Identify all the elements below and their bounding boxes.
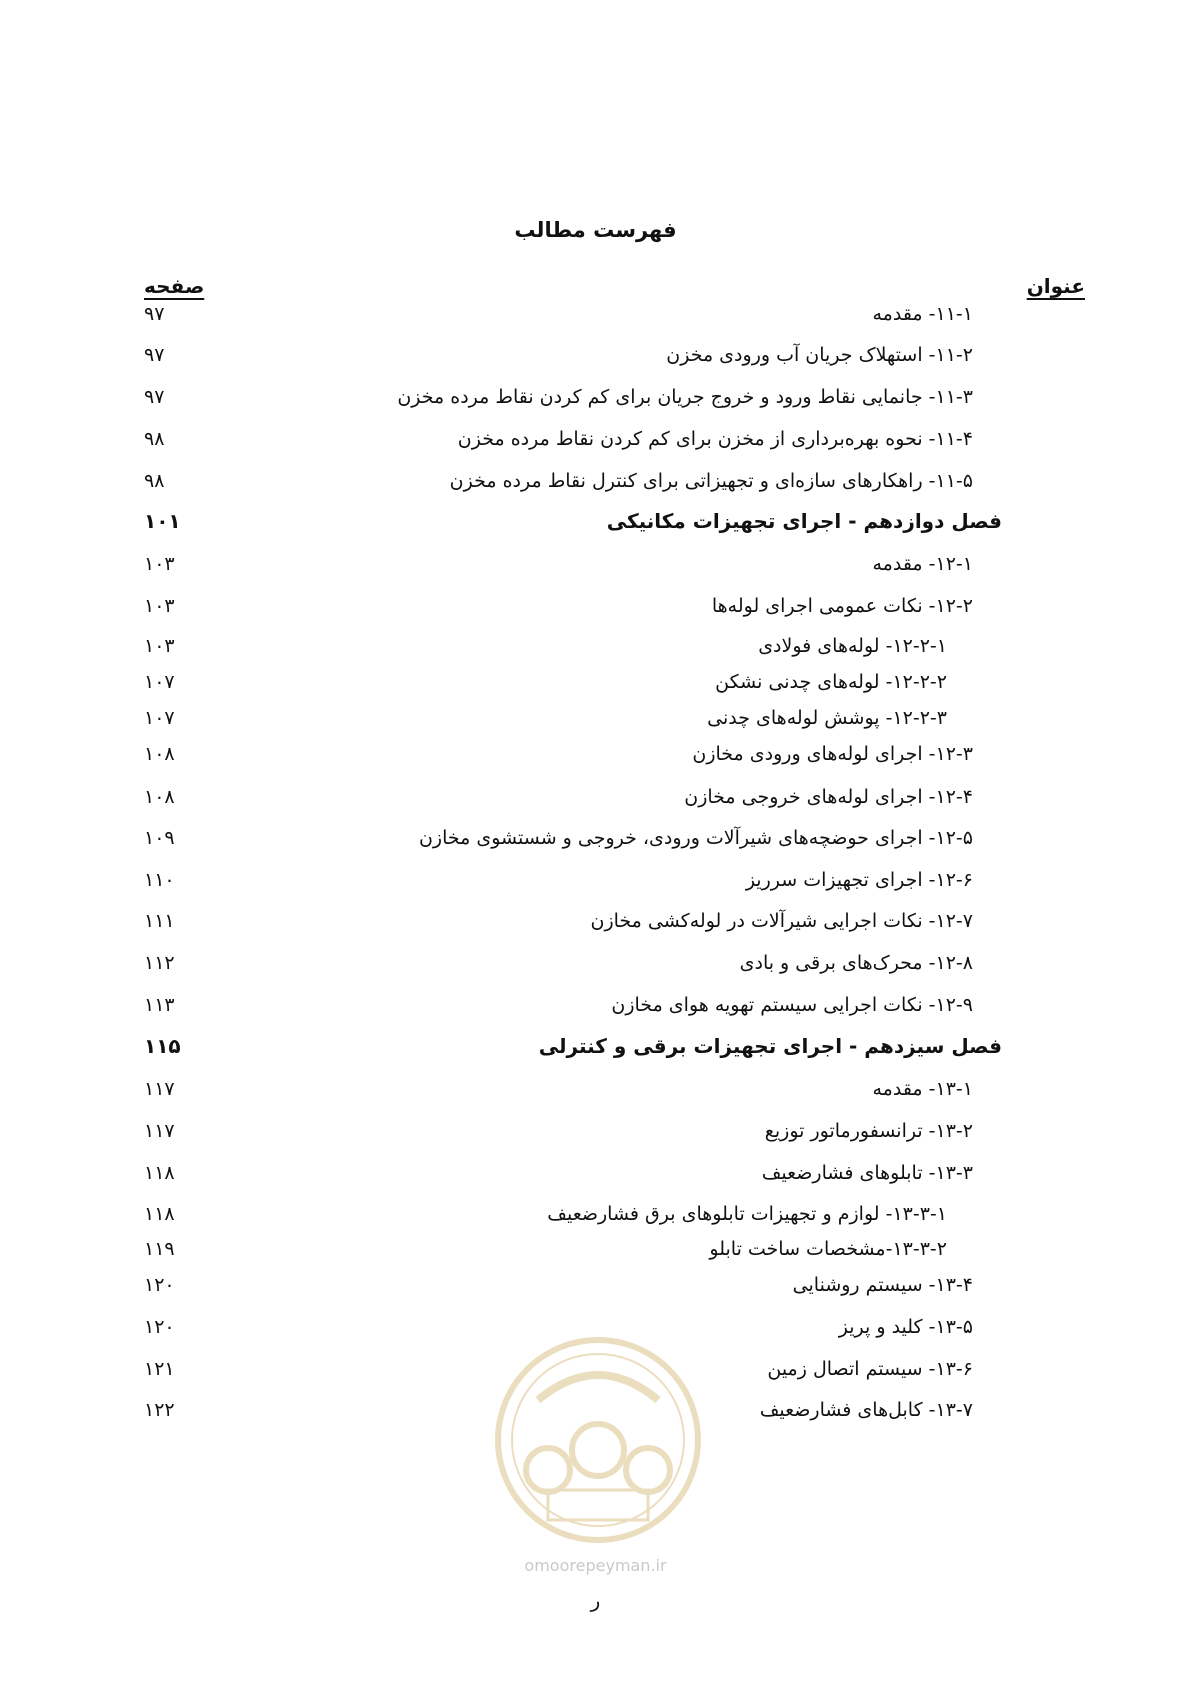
toc-entry-label: ۱۳-۶- سیستم اتصال زمین (767, 1358, 973, 1380)
toc-entry-page: ۱۰۸ (144, 743, 175, 765)
toc-entry-label: ۱۲-۴- اجرای لوله‌های خروجی مخازن (684, 786, 973, 808)
toc-entry-label: ۱۱-۵- راهکارهای سازه‌ای و تجهیزاتی برای کنترل نقاط مرده مخزن (449, 470, 973, 492)
toc-entry-page: ۱۰۸ (144, 786, 175, 808)
toc-entry-page: ۱۱۰ (144, 869, 175, 891)
toc-row (0, 1233, 1191, 1265)
toc-row (0, 1198, 1191, 1230)
toc-entry-label: ۱۱-۴- نحوه بهره‌برداری از مخزن برای کم کردن نقاط مرده مخزن (457, 428, 973, 450)
toc-entry-page: ۱۲۲ (144, 1399, 175, 1421)
header-title-column: عنوان (1026, 274, 1085, 298)
toc-row (0, 1157, 1191, 1189)
toc-entry-label: ۱۲-۲-۳- پوشش لوله‌های چدنی (707, 707, 947, 729)
toc-entry-label: ۱۲-۵- اجرای حوضچه‌های شیرآلات ورودی، خروجی و شستشوی مخازن (418, 827, 973, 849)
toc-entry-page: ۱۰۷ (144, 671, 175, 693)
toc-row (0, 1115, 1191, 1147)
toc-chapter-row (0, 1030, 1191, 1062)
toc-entry-label: ۱۳-۳-۲-مشخصات ساخت تابلو (709, 1238, 947, 1260)
toc-entry-page: ۱۰۱ (144, 509, 181, 533)
toc-entry-label: ۱۲-۸- محرک‌های برقی و بادی (739, 952, 973, 974)
toc-row (0, 947, 1191, 979)
toc-entry-page: ۹۷ (144, 303, 165, 325)
toc-entry-page: ۱۱۱ (144, 910, 175, 932)
toc-entry-page: ۹۸ (144, 428, 165, 450)
toc-entry-page: ۹۸ (144, 470, 165, 492)
toc-entry-page: ۱۲۰ (144, 1316, 175, 1338)
toc-entry-page: ۱۱۷ (144, 1120, 175, 1142)
toc-row (0, 381, 1191, 413)
toc-entry-label: ۱۲-۲- نکات عمومی اجرای لوله‌ها (711, 595, 973, 617)
toc-entry-page: ۱۱۸ (144, 1203, 175, 1225)
toc-row (0, 905, 1191, 937)
toc-entry-label: فصل سیزدهم - اجرای تجهیزات برقی و کنترلی (538, 1034, 1002, 1058)
toc-entry-page: ۱۱۲ (144, 952, 175, 974)
toc-row (0, 1269, 1191, 1301)
toc-entry-label: ۱۳-۲- ترانسفورماتور توزیع (764, 1120, 973, 1142)
toc-entry-page: ۱۱۹ (144, 1238, 175, 1260)
toc-entry-label: ۱۳-۳- تابلوهای فشارضعیف (761, 1162, 973, 1184)
toc-entry-page: ۱۰۷ (144, 707, 175, 729)
toc-row (0, 465, 1191, 497)
toc-entry-page: ۱۰۳ (144, 635, 175, 657)
toc-entry-label: ۱۲-۶- اجرای تجهیزات سرریز (745, 869, 973, 891)
toc-entry-label: فصل دوازدهم - اجرای تجهیزات مکانیکی (606, 509, 1002, 533)
watermark-logo (488, 1330, 708, 1550)
header-page-column: صفحه (144, 274, 205, 298)
toc-entry-label: ۱۲-۲-۲- لوله‌های چدنی نشکن (715, 671, 947, 693)
toc-entry-page: ۱۱۸ (144, 1162, 175, 1184)
toc-entry-page: ۹۷ (144, 344, 165, 366)
toc-entry-label: ۱۳-۱- مقدمه (872, 1078, 973, 1100)
toc-entry-page: ۱۰۳ (144, 553, 175, 575)
page-number: ر (590, 1588, 601, 1612)
toc-entry-label: ۱۳-۴- سیستم روشنایی (792, 1274, 973, 1296)
toc-entry-label: ۱۲-۲-۱- لوله‌های فولادی (758, 635, 947, 657)
toc-entry-page: ۱۲۰ (144, 1274, 175, 1296)
toc-row (0, 702, 1191, 734)
toc-row (0, 1073, 1191, 1105)
toc-entry-label: ۱۳-۷- کابل‌های فشارضعیف (759, 1399, 973, 1421)
toc-entry-label: ۱۲-۳- اجرای لوله‌های ورودی مخازن (692, 743, 973, 765)
toc-entry-page: ۱۱۵ (144, 1034, 181, 1058)
toc-entry-label: ۱۲-۷- نکات اجرایی شیرآلات در لوله‌کشی مخازن (590, 910, 973, 932)
toc-entry-label: ۱۳-۳-۱- لوازم و تجهیزات تابلوهای برق فشارضعیف (547, 1203, 947, 1225)
toc-row (0, 666, 1191, 698)
toc-entry-label: ۱۲-۱- مقدمه (872, 553, 973, 575)
toc-row (0, 781, 1191, 813)
toc-row (0, 630, 1191, 662)
toc-entry-label: ۱۱-۳- جانمایی نقاط ورود و خروج جریان برای کم کردن نقاط مرده مخزن (397, 386, 973, 408)
toc-entry-label: ۱۳-۵- کلید و پریز (838, 1316, 973, 1338)
toc-title: فهرست مطالب (514, 218, 677, 242)
toc-row (0, 989, 1191, 1021)
toc-entry-label: ۱۱-۲- استهلاک جریان آب ورودی مخزن (666, 344, 973, 366)
toc-entry-label: ۱۲-۹- نکات اجرایی سیستم تهویه هوای مخازن (611, 994, 973, 1016)
toc-row (0, 822, 1191, 854)
toc-row (0, 864, 1191, 896)
toc-entry-page: ۹۷ (144, 386, 165, 408)
toc-row (0, 590, 1191, 622)
toc-row (0, 339, 1191, 371)
toc-row (0, 423, 1191, 455)
toc-entry-page: ۱۲۱ (144, 1358, 175, 1380)
toc-row (0, 298, 1191, 330)
toc-chapter-row (0, 505, 1191, 537)
toc-row (0, 548, 1191, 580)
toc-entry-page: ۱۰۳ (144, 595, 175, 617)
watermark-url: omoorepeyman.ir (524, 1556, 667, 1575)
toc-entry-page: ۱۰۹ (144, 827, 175, 849)
toc-row (0, 738, 1191, 770)
toc-entry-page: ۱۱۷ (144, 1078, 175, 1100)
toc-entry-page: ۱۱۳ (144, 994, 175, 1016)
toc-entry-label: ۱۱-۱- مقدمه (872, 303, 973, 325)
